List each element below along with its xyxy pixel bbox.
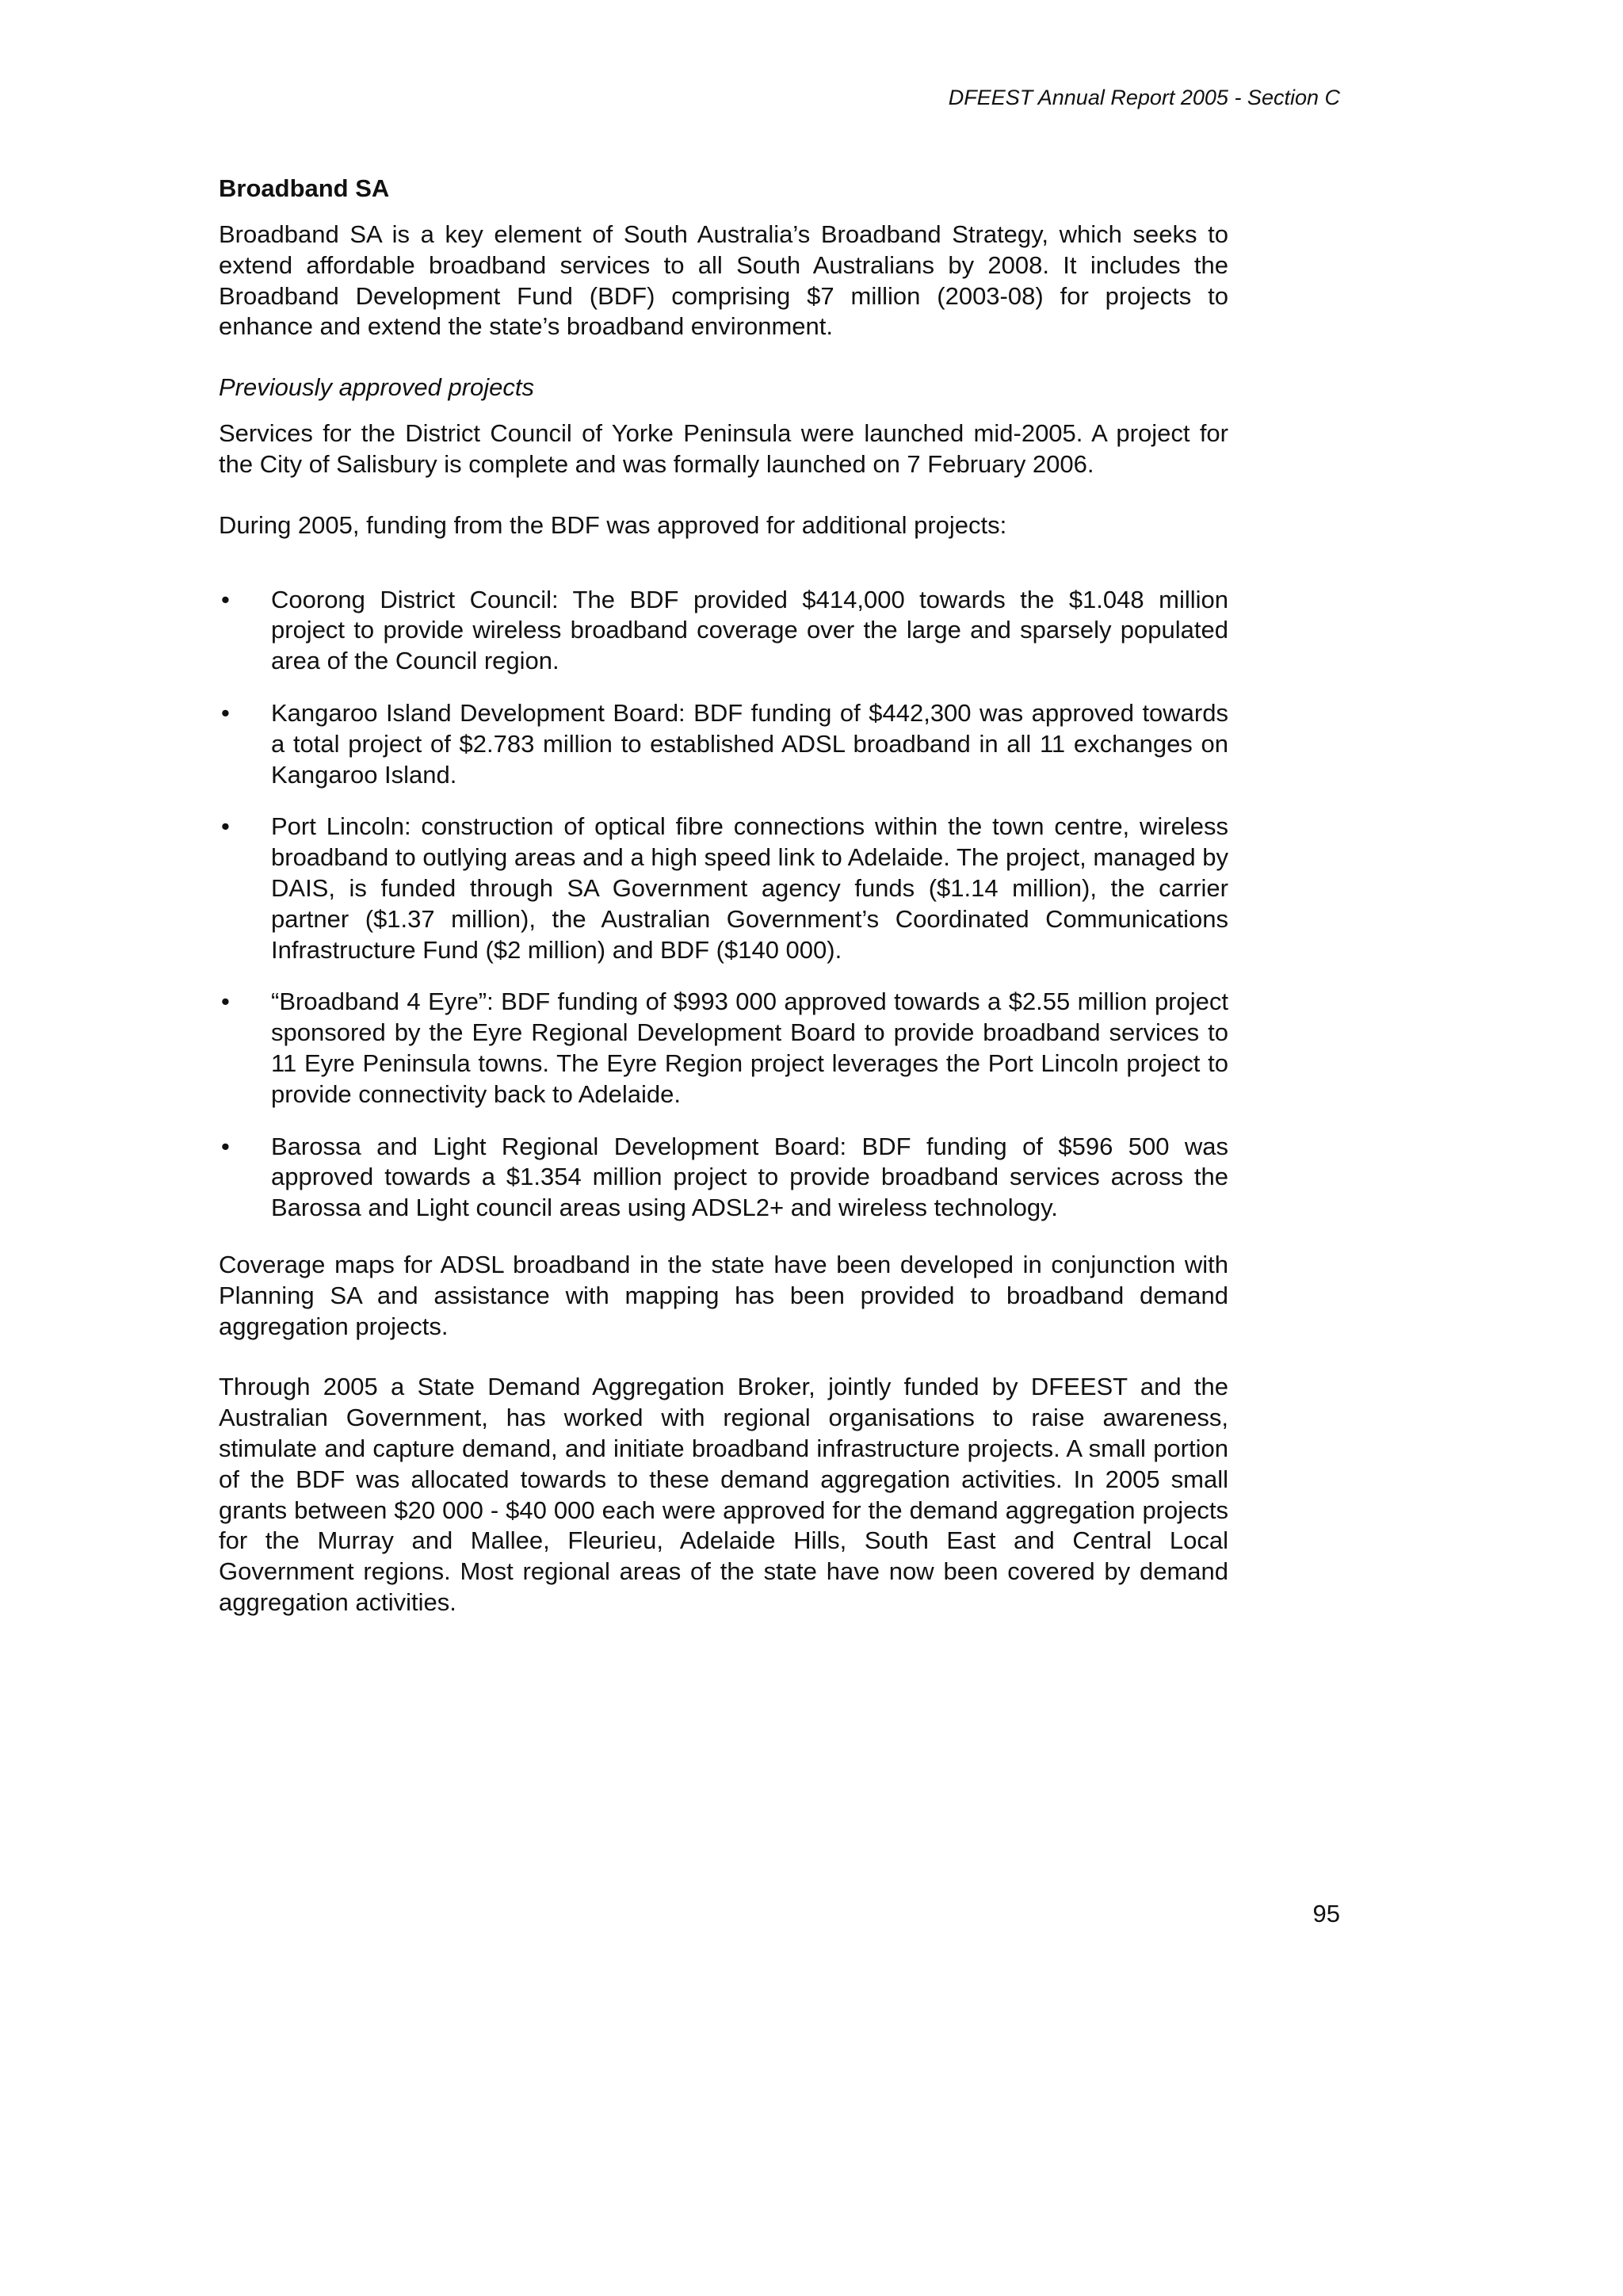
bullet-text: “Broadband 4 Eyre”: BDF funding of $993 000 approved towards a $2.55 million project sponsored by the Eyre Regional Development Board to provide broadband services to 11 Eyre Peninsula towns. The Eyre Region project leverages the Port Lincoln project to provide connectivity back to Adelaide. — [271, 988, 1228, 1108]
section-title: Broadband SA — [219, 174, 390, 202]
during-2005-paragraph: During 2005, funding from the BDF was approved for additional projects: — [219, 510, 1007, 539]
previous-projects-paragraph: Services for the District Council of Yorke Peninsula were launched mid-2005. A project for the City of Salisbury is complete and was formally launched on 7 February 2006. — [219, 419, 1228, 478]
bullet-text: Barossa and Light Regional Development Board: BDF funding of $596 500 was approved towards a $1.354 million project to provide broadband services across the Barossa and Light council areas using ADSL2+ and wireless technology. — [271, 1132, 1228, 1222]
bullet-icon: • — [221, 698, 230, 727]
running-header: DFEEST Annual Report 2005 - Section C — [948, 86, 1340, 109]
page-number: 95 — [1312, 1900, 1340, 1927]
bullet-icon: • — [221, 812, 230, 841]
subheading-previously-approved: Previously approved projects — [219, 373, 535, 402]
bullet-icon: • — [221, 585, 230, 613]
list-item — [219, 698, 1228, 790]
main-content — [219, 174, 1228, 1618]
bullet-text: Coorong District Council: The BDF provided $414,000 towards the $1.048 million project to provide wireless broadband coverage over the large and sparsely populated area of the Council region. — [271, 585, 1228, 675]
list-item — [219, 987, 1228, 1110]
list-item — [219, 1132, 1228, 1224]
intro-paragraph: Broadband SA is a key element of South Australia’s Broadband Strategy, which seeks to extend affordable broadband services to all South Australians by 2008. It includes the Broadband Development Fund (BDF) comprising $7 million (2003-08) for projects to enhance and extend the state’s broadband environment. — [219, 220, 1228, 341]
demand-aggregation-paragraph: Through 2005 a State Demand Aggregation Broker, jointly funded by DFEEST and the Australian Government, has worked with regional organisations to raise awareness, stimulate and capture demand, and initiate broadband infrastructure projects. A small portion of the BDF was allocated towards to these demand aggregation activities. In 2005 small grants between $20 000 - $40 000 each were approved for the demand aggregation projects for the Murray and Mallee, Fleurieu, Adelaide Hills, South East and Central Local Government regions. Most regional areas of the state have now been covered by demand aggregation activities. — [219, 1373, 1228, 1616]
bullet-icon: • — [221, 1132, 230, 1160]
list-item — [219, 585, 1228, 677]
coverage-maps-paragraph: Coverage maps for ADSL broadband in the state have been developed in conjunction with Planning SA and assistance with mapping has been provided to broadband demand aggregation projects. — [219, 1250, 1228, 1340]
bullet-text: Port Lincoln: construction of optical fibre connections within the town centre, wireless broadband to outlying areas and a high speed link to Adelaide. The project, managed by DAIS, is funded through SA Government agency funds ($1.14 million), the carrier partner ($1.37 million), the Australian Government’s Coordinated Communications Infrastructure Fund ($2 million) and BDF ($140 000). — [271, 812, 1228, 964]
bullet-icon: • — [221, 988, 230, 1016]
list-item — [219, 812, 1228, 965]
projects-bullet-list — [219, 585, 1228, 1224]
bullet-text: Kangaroo Island Development Board: BDF funding of $442,300 was approved towards a total project of $2.783 million to established ADSL broadband in all 11 exchanges on Kangaroo Island. — [271, 698, 1228, 789]
